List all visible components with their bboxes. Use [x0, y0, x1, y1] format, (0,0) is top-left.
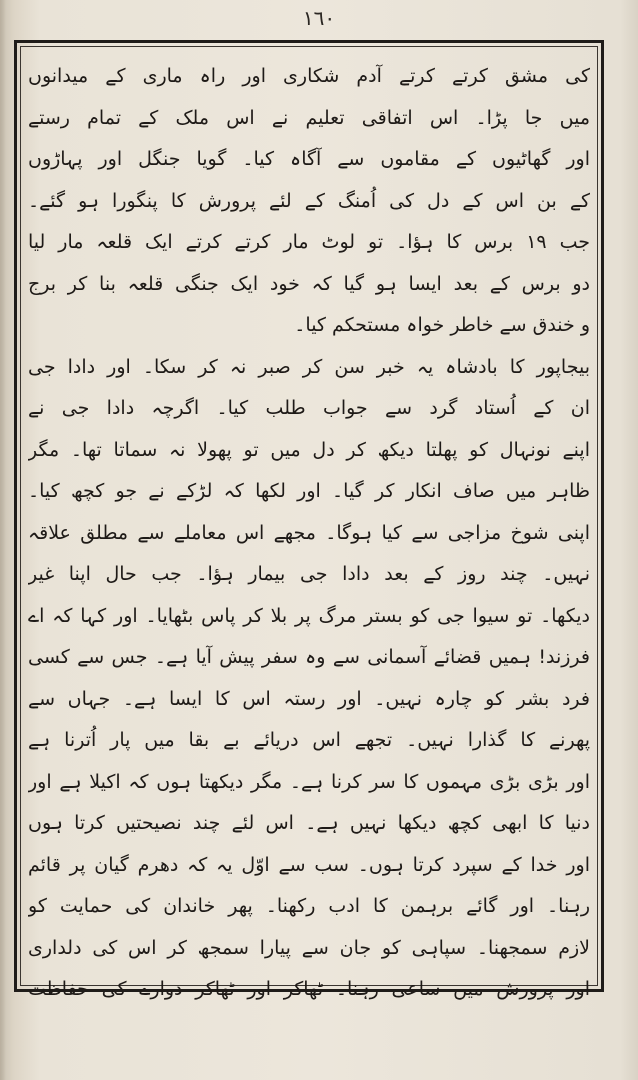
text-line: اور گھاٹیوں کے مقاموں سے آگاہ کیا۔ گویا جنگل اور پہاڑوں: [28, 148, 590, 170]
text-line: میں جا پڑا۔ اس اتفاقی تعلیم نے اس ملک کے تمام رستے: [28, 106, 590, 129]
text-line: دنیا کا ابھی کچھ دیکھا نہیں ہے۔ اس لئے چند نصیحتیں کرتا ہوں: [28, 812, 590, 834]
text-line: نہیں۔ چند روز کے بعد دادا جی بیمار ہؤا۔ جب حال اپنا غیر: [28, 563, 590, 585]
text-line: اپنی شوخ مزاجی سے کیا ہوگا۔ مجھے اس معاملے سے مطلق علاقہ: [28, 521, 590, 544]
text-line: بیجاپور کا بادشاہ یہ خبر سن کر صبر نہ کر سکا۔ اور دادا جی: [28, 355, 590, 378]
paragraph-2: [28, 347, 590, 1011]
text-line: پھرنے کا گذارا نہیں۔ تجھے اس دریائے بے بقا میں پار اُترنا ہے: [28, 729, 590, 751]
body-text: [28, 56, 590, 1011]
text-line: دیکھا۔ تو سیوا جی کو بستر مرگ پر بلا کر پاس بٹھایا۔ اور کہا کہ اے: [28, 604, 590, 627]
text-line: اور پرورش میں ساعی رہنا۔ ٹھاکر اور ٹھاکر دوارے کی حفاظت: [28, 978, 590, 1000]
paper-shadow-edge: [0, 0, 6, 1080]
text-line: لازم سمجھنا۔ سپاہی کو جان سے پیارا سمجھ کر اس کی دلداری: [28, 936, 590, 959]
text-line: اپنے نونہال کو پھلتا دیکھ کر دل میں تو پھولا نہ سماتا تھا۔ مگر: [28, 438, 590, 461]
text-line: رہنا۔ اور گائے برہمن کا ادب رکھنا۔ پھر خاندان کی حمایت کو: [28, 895, 590, 917]
text-line: اور بڑی بڑی مہموں کا سر کرنا ہے۔ مگر دیکھتا ہوں کہ اکیلا ہے اور: [28, 770, 590, 793]
text-line: دو برس کے بعد ایسا ہو گیا کہ خود ایک جنگی قلعہ بنا کر برج: [28, 272, 590, 295]
paragraph-1: [28, 56, 590, 347]
text-line: کے بن اس کے دل کی اُمنگ کے لئے پرورش کا پنگورا ہو گئے۔: [28, 189, 590, 212]
text-line: و خندق سے خاطر خواہ مستحکم کیا۔: [294, 314, 590, 336]
text-line: کی مشق کرتے کرتے آدم شکاری اور راہ ماری کے میدانوں: [28, 65, 590, 87]
text-line: ظاہر میں صاف انکار کر گیا۔ اور لکھا کہ لڑکے نے جو کچھ کیا۔: [28, 480, 590, 502]
text-line: ان کے اُستاد گرد سے جواب طلب کیا۔ اگرچہ دادا جی نے: [28, 397, 590, 419]
text-line: جب ۱۹ برس کا ہؤا۔ تو لوٹ مار کرتے کرتے ایک قلعہ مار لیا: [28, 231, 590, 253]
text-line: اور خدا کے سپرد کرتا ہوں۔ سب سے اوّل یہ کہ دھرم گیان پر قائم: [28, 853, 590, 876]
page-number: ١٦٠: [302, 6, 336, 30]
text-line: فرد بشر کو چارہ نہیں۔ اور رستہ اس کا ایسا ہے۔ جہاں سے: [28, 687, 590, 710]
text-line: فرزند! ہمیں قضائے آسمانی سے وہ سفر پیش آیا ہے۔ جس سے کسی: [28, 646, 590, 668]
